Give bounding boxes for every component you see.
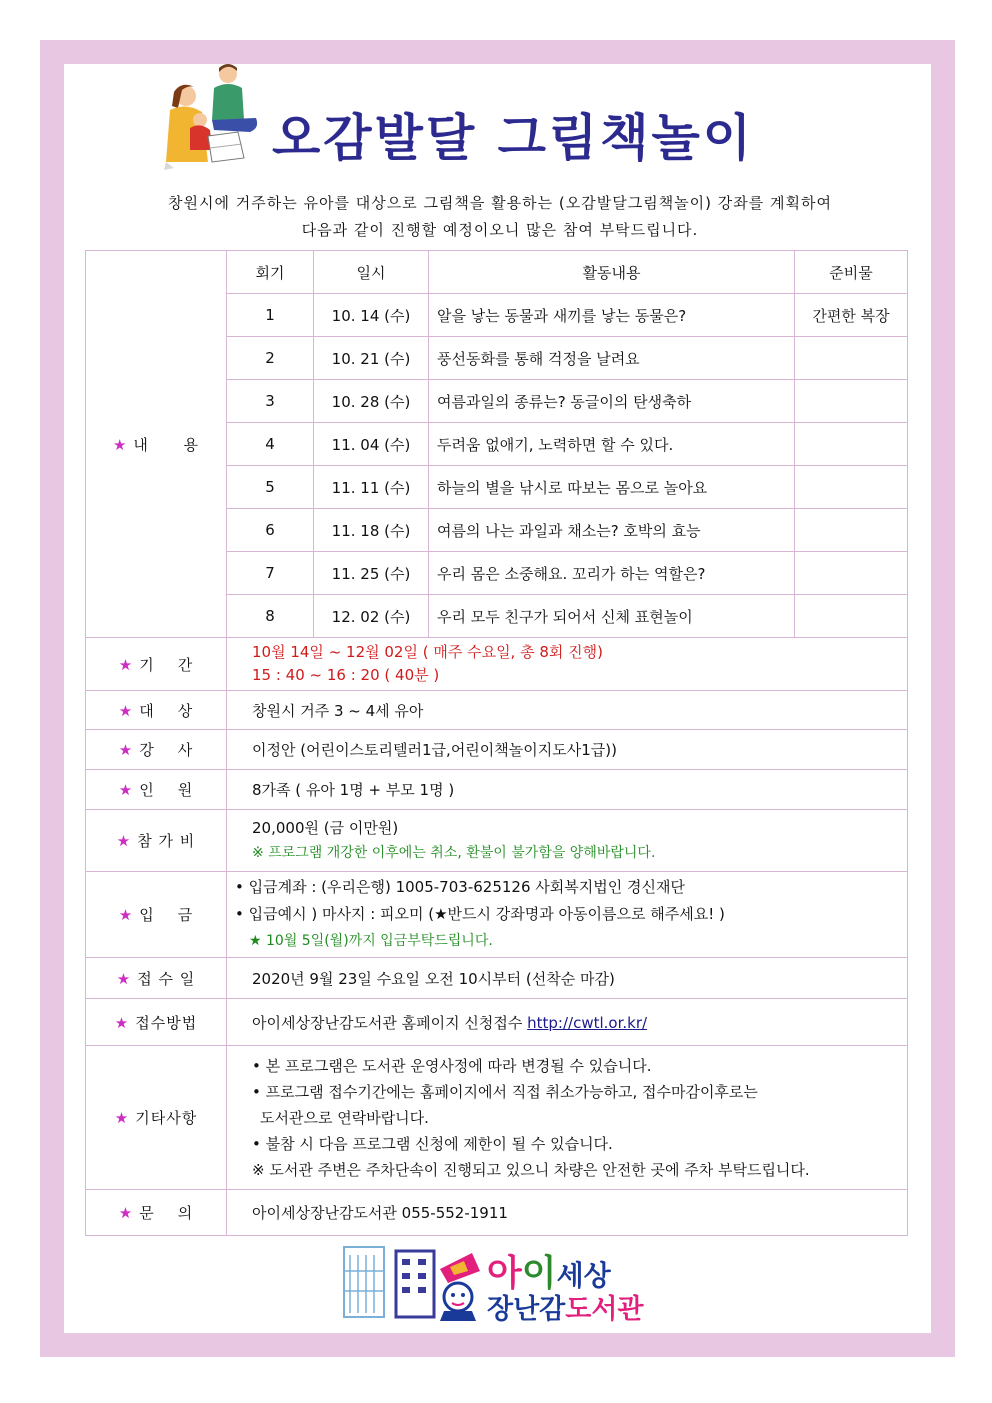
header-activity: 활동내용: [429, 251, 795, 294]
session-no: 7: [227, 552, 314, 595]
notes-line-5: ※ 도서관 주변은 주차단속이 진행되고 있으니 차량은 안전한 곳에 주차 부탁드립니다.: [252, 1160, 810, 1179]
period-label: ★ 기 간: [86, 638, 227, 691]
capacity-label: ★ 인 원: [86, 770, 227, 810]
deposit-deadline: ★ 10월 5일(월)까지 입금부탁드립니다.: [249, 933, 493, 949]
session-no: 5: [227, 466, 314, 509]
star-icon: ★: [118, 655, 134, 674]
session-date: 11. 18 (수): [314, 509, 429, 552]
star-icon: ★: [114, 1109, 130, 1127]
period-time: 15 : 40 ~ 16 : 20 ( 40분 ): [252, 666, 440, 684]
fee-value: 20,000원 (금 이만원): [252, 818, 399, 837]
schedule-header-row: [86, 251, 908, 294]
header-supplies: 준비물: [795, 251, 908, 294]
period-row: [86, 638, 908, 691]
session-supply: 간편한 복장: [795, 294, 908, 337]
star-icon: ★: [116, 832, 132, 850]
deposit-account: • 입금계좌 : (우리은행) 1005-703-625126 사회복지법인 경신재단: [235, 878, 685, 896]
session-activity: 두려움 없애기, 노력하면 할 수 있다.: [429, 423, 795, 466]
reception-date-row: [86, 958, 908, 999]
instructor-value: 이정안 (어린이스토리텔러1급,어린이책놀이지도사1급)): [227, 730, 908, 770]
intro-line-2: 다음과 같이 진행할 예정이오니 많은 참여 부탁드립니다.: [301, 221, 699, 239]
homepage-link[interactable]: http://cwtl.or.kr/: [527, 1013, 648, 1032]
capacity-row: [86, 770, 908, 810]
star-icon: ★: [112, 435, 128, 454]
family-reading-illustration: [160, 62, 265, 174]
deposit-example: • 입금예시 ) 마사지 : 피오미 (★반드시 강좌명과 아동이름으로 해주세요! ): [235, 905, 725, 923]
star-icon: ★: [118, 741, 134, 759]
instructor-row: [86, 730, 908, 770]
star-icon: ★: [118, 906, 134, 924]
notes-label: ★ 기타사항: [86, 1046, 227, 1190]
notes-line-1: • 본 프로그램은 도서관 운영사정에 따라 변경될 수 있습니다.: [252, 1056, 652, 1075]
star-icon: ★: [114, 1013, 130, 1032]
session-no: 2: [227, 337, 314, 380]
session-supply: [795, 380, 908, 423]
session-activity: 하늘의 별을 낚시로 따보는 몸으로 놀아요: [429, 466, 795, 509]
schedule-label: ★ 내 용: [86, 251, 227, 638]
session-activity: 우리 몸은 소중해요. 꼬리가 하는 역할은?: [429, 552, 795, 595]
reception-date-value: 2020년 9월 23일 수요일 오전 10시부터 (선착순 마감): [227, 958, 908, 999]
capacity-value: 8가족 ( 유아 1명 + 부모 1명 ): [227, 770, 908, 810]
header-date: 일시: [314, 251, 429, 294]
intro-line-1: 창원시에 거주하는 유아를 대상으로 그림책을 활용하는 (오감발달그림책놀이) 강좌를 계획하여: [168, 194, 832, 212]
page-title: 오감발달 그림책놀이: [272, 109, 755, 167]
session-supply: [795, 423, 908, 466]
notes-line-4: • 불참 시 다음 프로그램 신청에 제한이 될 수 있습니다.: [252, 1134, 613, 1153]
session-activity: 풍선동화를 통해 걱정을 날려요: [429, 337, 795, 380]
session-date: 10. 28 (수): [314, 380, 429, 423]
session-date: 11. 11 (수): [314, 466, 429, 509]
session-supply: [795, 595, 908, 638]
inquiry-row: [86, 1190, 908, 1236]
session-date: 10. 14 (수): [314, 294, 429, 337]
target-value: 창원시 거주 3 ~ 4세 유아: [227, 691, 908, 730]
session-supply: [795, 337, 908, 380]
session-activity: 알을 낳는 동물과 새끼를 낳는 동물은?: [429, 294, 795, 337]
deposit-row: [86, 872, 908, 958]
notes-line-3: 도서관으로 연락바랍니다.: [260, 1108, 429, 1127]
session-activity: 여름의 나는 과일과 채소는? 호박의 효능: [429, 509, 795, 552]
instructor-label: ★ 강 사: [86, 730, 227, 770]
star-icon: ★: [118, 701, 134, 720]
session-date: 10. 21 (수): [314, 337, 429, 380]
logo-wordmark-top: 아이세상: [487, 1253, 611, 1294]
target-label: ★ 대 상: [86, 691, 227, 730]
reception-method-value: 아이세상장난감도서관 홈페이지 신청접수: [252, 1013, 528, 1032]
star-icon: ★: [118, 1204, 134, 1222]
session-no: 3: [227, 380, 314, 423]
session-supply: [795, 466, 908, 509]
deposit-label: ★ 입 금: [86, 872, 227, 958]
inquiry-label: ★ 문 의: [86, 1190, 227, 1236]
session-no: 4: [227, 423, 314, 466]
session-date: 11. 25 (수): [314, 552, 429, 595]
inquiry-value: 아이세상장난감도서관 055-552-1911: [227, 1190, 908, 1236]
period-dates: 10월 14일 ~ 12월 02일 ( 매주 수요일, 총 8회 진행): [252, 643, 603, 661]
star-icon: ★: [118, 781, 134, 799]
reception-method-row: [86, 999, 908, 1046]
session-supply: [795, 552, 908, 595]
session-supply: [795, 509, 908, 552]
session-date: 11. 04 (수): [314, 423, 429, 466]
session-no: 6: [227, 509, 314, 552]
session-no: 1: [227, 294, 314, 337]
notes-line-2: • 프로그램 접수기간에는 홈페이지에서 직접 취소가능하고, 접수마감이후로는: [252, 1082, 758, 1101]
logo-wordmark-bottom: 장난감도서관: [487, 1294, 644, 1325]
header-session: 회기: [227, 251, 314, 294]
session-no: 8: [227, 595, 314, 638]
star-icon: ★: [116, 969, 132, 988]
reception-method-label: ★ 접수방법: [86, 999, 227, 1046]
reception-date-label: ★ 접 수 일: [86, 958, 227, 999]
fee-refund-note: ※ 프로그램 개강한 이후에는 취소, 환불이 불가함을 양해바랍니다.: [252, 844, 656, 861]
session-date: 12. 02 (수): [314, 595, 429, 638]
fee-row: [86, 810, 908, 872]
fee-label: ★ 참 가 비: [86, 810, 227, 872]
notes-row: [86, 1046, 908, 1190]
target-row: [86, 691, 908, 730]
program-info-table: [85, 250, 908, 1236]
session-activity: 우리 모두 친구가 되어서 신체 표현놀이: [429, 595, 795, 638]
session-activity: 여름과일의 종류는? 동글이의 탄생축하: [429, 380, 795, 423]
